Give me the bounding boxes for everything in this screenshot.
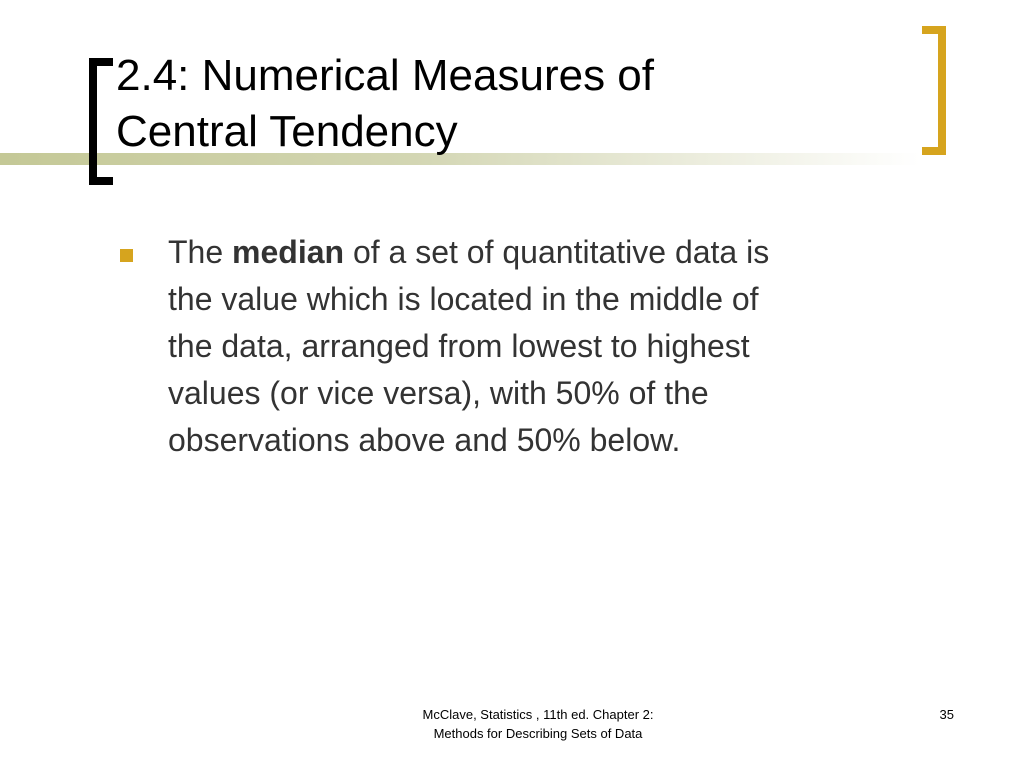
right-bracket-decoration — [922, 26, 946, 155]
bullet-text — [168, 229, 920, 464]
slide-title-line-2: Central Tendency — [116, 107, 458, 156]
bullet-line-2: the value which is located in the middle of — [168, 281, 759, 317]
bullet-list — [120, 229, 920, 464]
bullet-line-4: values (or vice versa), with 50% of the — [168, 375, 709, 411]
median-term: median — [232, 234, 345, 270]
bullet-item-median-definition — [120, 229, 920, 464]
slide-title — [116, 48, 906, 160]
slide-number: 35 — [939, 707, 954, 722]
square-bullet-icon — [120, 249, 133, 262]
bullet-line-3: the data, arranged from lowest to highest — [168, 328, 750, 364]
slide-footer — [368, 705, 708, 743]
footer-line-2: Methods for Describing Sets of Data — [433, 726, 643, 741]
bullet-line-5: observations above and 50% below. — [168, 422, 681, 458]
bullet-line-1 — [168, 229, 920, 276]
bullet-line-1-prefix: The — [168, 234, 233, 270]
slide-title-line-1: 2.4: Numerical Measures of — [116, 51, 654, 100]
left-bracket-decoration — [89, 58, 113, 185]
bullet-line-1-suffix: of a set of quantitative data is — [344, 234, 770, 270]
footer-line-1: McClave, Statistics , 11th ed. Chapter 2: — [422, 707, 654, 722]
